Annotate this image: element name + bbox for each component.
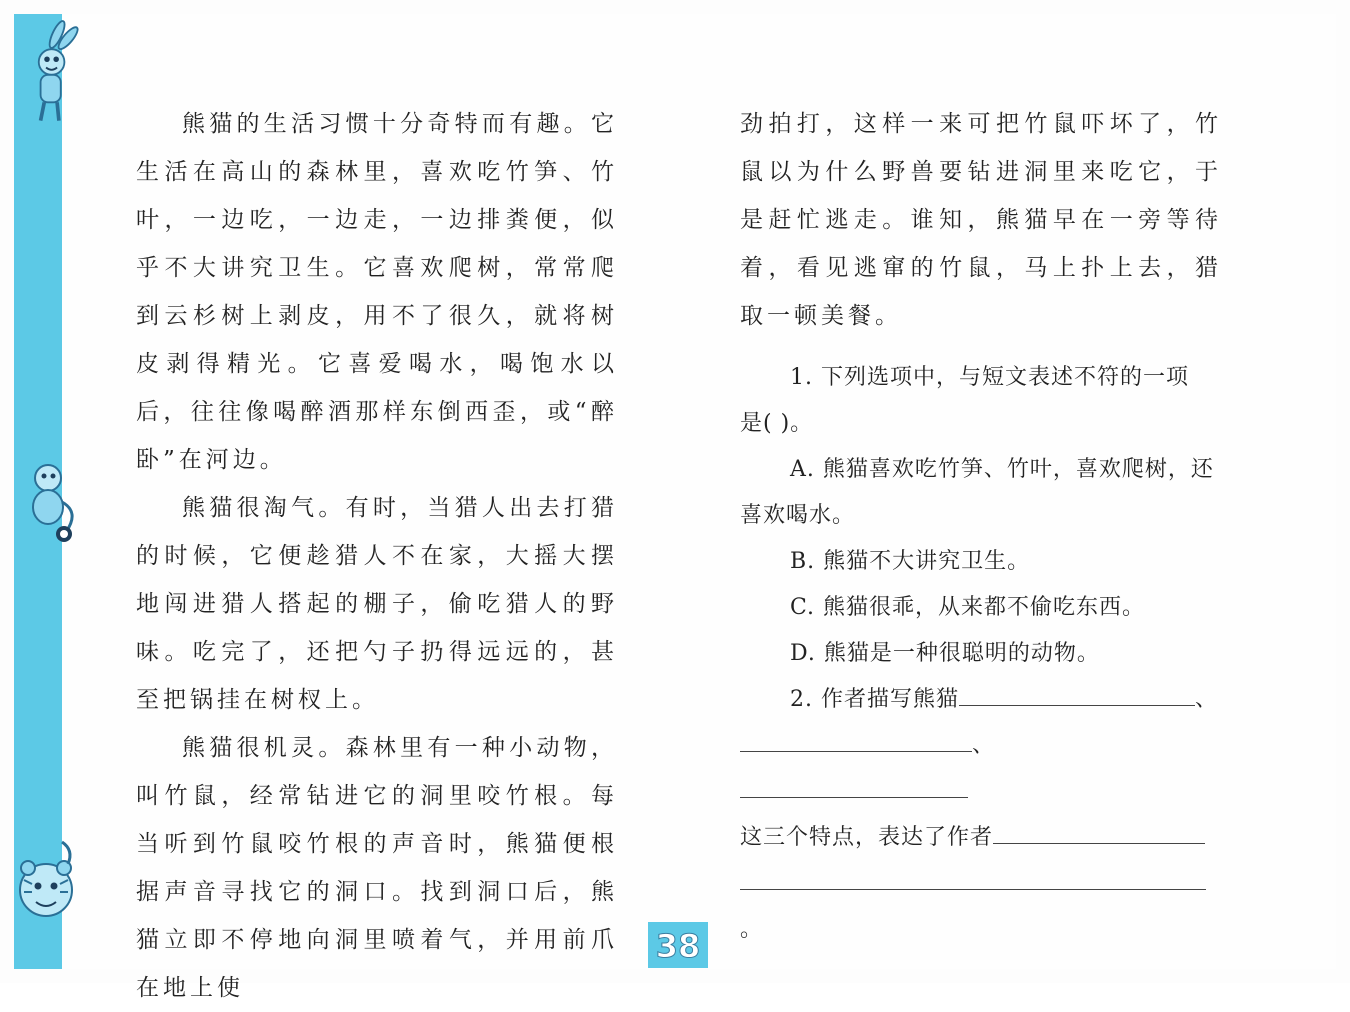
option-b: B. 熊猫不大讲究卫生。 <box>790 549 1031 574</box>
paragraph-continuation: 劲拍打，这样一来可把竹鼠吓坏了，竹鼠以为什么野兽要钻进洞里来吃它，于是赶忙逃走。谁知，熊猫早在一旁等待着，看见逃窜的竹鼠，马上扑上去，猎取一顿美餐。 <box>740 111 1222 329</box>
tiger-icon <box>14 830 80 940</box>
question-1-line-2: 是( )。 <box>740 411 814 436</box>
answer-blank-5[interactable] <box>740 863 1206 890</box>
separator-1: 、 <box>1194 687 1218 712</box>
answer-blank-3[interactable] <box>740 771 968 798</box>
paragraph-habits: 熊猫的生活习惯十分奇特而有趣。它生活在高山的森林里，喜欢吃竹笋、竹叶，一边吃，一边走，一边排粪便，似乎不大讲究卫生。它喜欢爬树，常常爬到云杉树上剥皮，用不了很久，就将树皮剥得精光。它喜爱喝水，喝饱水以后，往往像喝醉酒那样东倒西歪，或“醉卧”在河边。 <box>136 111 618 473</box>
question-1-line-1: 1. 下列选项中，与短文表述不符的一项 <box>790 365 1189 390</box>
option-c: C. 熊猫很乖，从来都不偷吃东西。 <box>790 595 1146 620</box>
answer-blank-2[interactable] <box>740 725 972 752</box>
option-a-line-2: 喜欢喝水。 <box>740 503 856 528</box>
right-text-column <box>740 100 1222 340</box>
option-d: D. 熊猫是一种很聪明的动物。 <box>790 641 1100 666</box>
question-2-prompt: 这三个特点，表达了作者 <box>740 825 994 850</box>
question-2-line-2 <box>740 723 1222 815</box>
question-2-line-1 <box>740 677 1222 723</box>
rabbit-icon <box>14 18 80 128</box>
paragraph-clever: 熊猫很机灵。森林里有一种小动物，叫竹鼠，经常钻进它的洞里咬竹根。每当听到竹鼠咬竹根的声音时，熊猫便根据声音寻找它的洞口。找到洞口后，熊猫立即不停地向洞里喷着气，并用前爪在地上使 <box>136 735 618 1001</box>
left-text-column <box>136 100 618 1012</box>
answer-blank-4[interactable] <box>993 817 1205 844</box>
squirrel-icon <box>14 452 80 562</box>
question-2-line-3 <box>740 815 1222 861</box>
separator-2: 、 <box>972 733 996 758</box>
answer-blank-1[interactable] <box>959 679 1195 706</box>
option-a-line-1: A. 熊猫喜欢吃竹笋、竹叶，喜欢爬树，还 <box>790 457 1214 482</box>
question-2-label: 2. 作者描写熊猫 <box>790 687 959 712</box>
period: 。 <box>740 917 764 942</box>
question-2-line-4 <box>740 861 1222 953</box>
questions-section <box>740 355 1222 953</box>
page-number: 38 <box>655 927 701 965</box>
paragraph-naughty: 熊猫很淘气。有时，当猎人出去打猎的时候，它便趁猎人不在家，大摇大摆地闯进猎人搭起的棚子，偷吃猎人的野味。吃完了，还把勺子扔得远远的，甚至把锅挂在树杈上。 <box>136 495 618 713</box>
